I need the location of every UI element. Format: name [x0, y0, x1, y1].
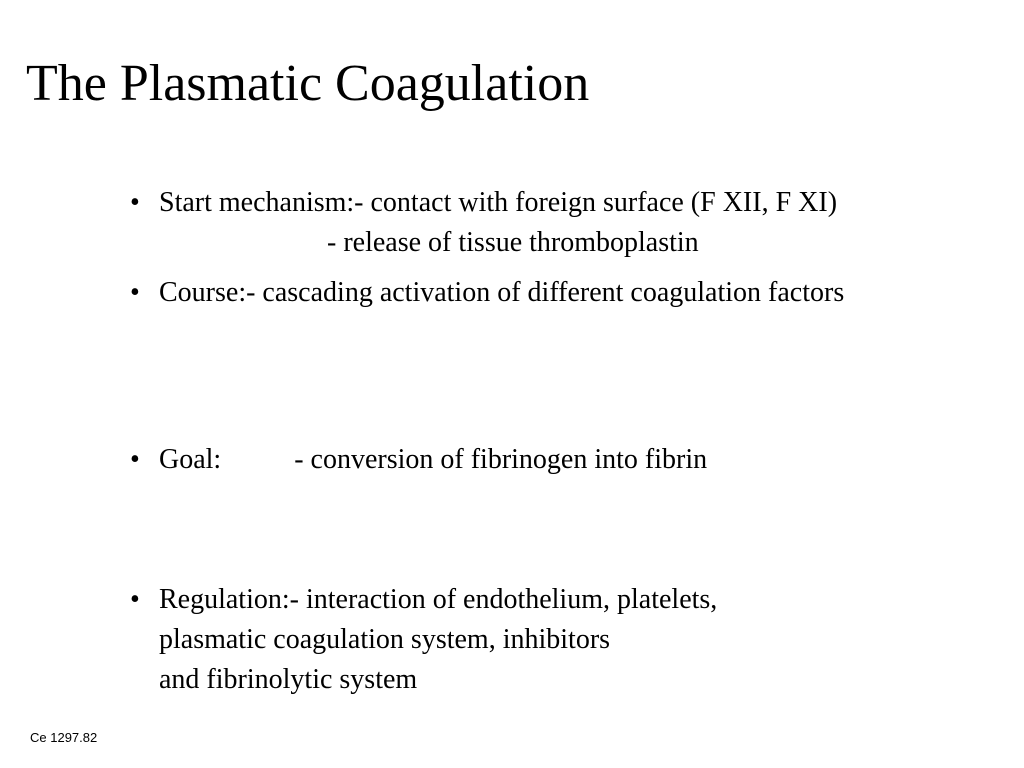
bullet-line: - release of tissue thromboplastin [327, 227, 699, 258]
bullet-line: Start mechanism:- contact with foreign surface (F XII, F XI) [159, 187, 838, 218]
goal-text: - conversion of fibrinogen into fibrin [294, 444, 708, 475]
bullet-body [159, 273, 844, 313]
slide-title: The Plasmatic Coagulation [26, 55, 590, 112]
footer-code: Ce 1297.82 [30, 730, 98, 745]
bullet-line: plasmatic coagulation system, inhibitors [159, 624, 611, 655]
bullet-line [159, 440, 707, 480]
bullet-line: Regulation:- interaction of endothelium, platelets, [159, 584, 718, 615]
bullet-dot: • [130, 277, 140, 308]
bullet-dot: • [130, 187, 140, 218]
bullet-dot: • [130, 444, 140, 475]
goal-label: Goal: [159, 444, 222, 475]
bullet-body [159, 183, 837, 263]
bullet-body [159, 580, 717, 700]
bullet-dot: • [130, 584, 140, 615]
bullet-line: Course:- cascading activation of different coagulation factors [159, 277, 845, 308]
bullet-body [159, 440, 707, 480]
bullet-line: and fibrinolytic system [159, 664, 418, 695]
